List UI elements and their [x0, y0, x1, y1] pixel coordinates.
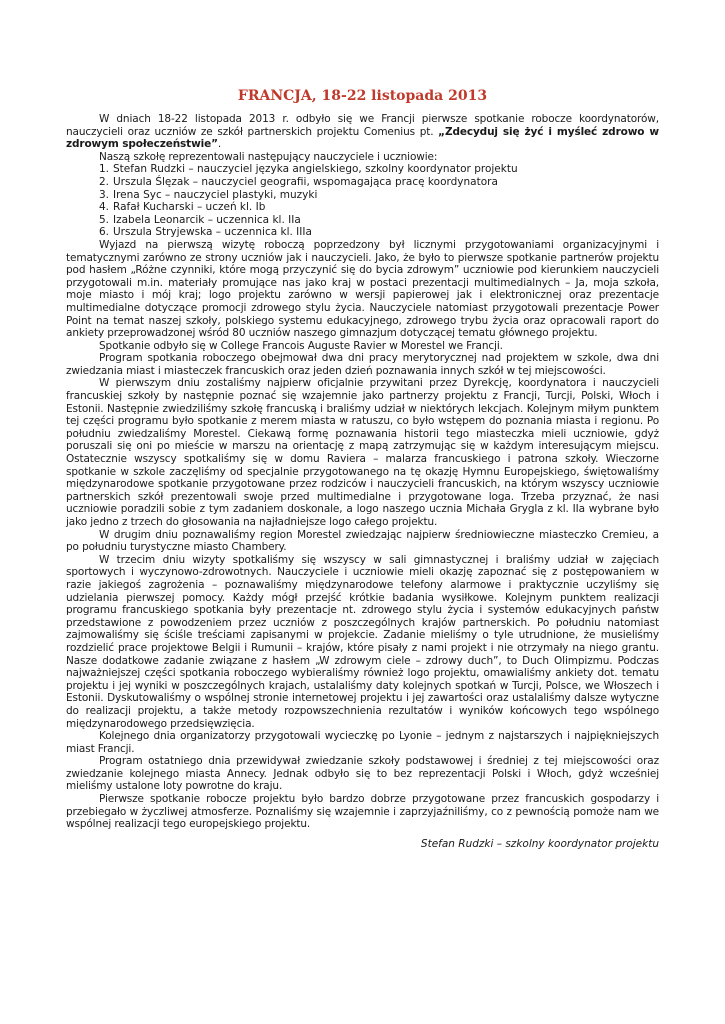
list-item-text: Stefan Rudzki – nauczyciel języka angielskiego, szkolny koordynator projektu: [113, 163, 518, 176]
list-item-number: 3.: [99, 188, 110, 201]
paragraph-day-two: W drugim dniu poznawaliśmy region Morestel zwiedzając najpierw średniowieczne miasteczko Cremieu, a po południu turystyczne miasto Chambery.: [66, 528, 659, 554]
list-item-text: Urszula Ślęzak – nauczyciel geografii, wspomagająca pracę koordynatora: [113, 175, 498, 188]
list-item-text: Izabela Leonarcik – uczennica kl. IIa: [113, 213, 301, 226]
list-item-number: 6.: [99, 226, 110, 239]
list-item-number: 5.: [99, 213, 110, 226]
document-page: [66, 88, 659, 851]
list-item-number: 2.: [99, 175, 110, 188]
project-title: „Zdecyduj się żyć i myśleć zdrowo w zdrowym społeczeństwie”: [66, 125, 659, 151]
list-item: [66, 163, 659, 176]
list-item: [66, 189, 659, 202]
intro-text-end: .: [217, 138, 222, 151]
paragraph-last-day: Program ostatniego dnia przewidywał zwiedzanie szkoły podstawowej i średniej z tej miejscowości oraz zwiedzanie kolejnego miasta Annecy. Jednak odbyło się to bez reprezentacji Polski i Włoch, gdyż wcześniej mieliśmy ustalone loty powrotne do kraju.: [66, 755, 659, 793]
paragraph-venue: Spotkanie odbyło się w College Francois Auguste Ravier w Morestel we Francji.: [99, 339, 503, 352]
list-item-number: 4.: [99, 201, 110, 214]
paragraph-preparations: Wyjazd na pierwszą wizytę roboczą poprzedzony był licznymi przygotowaniami organizacyjnymi i tematycznymi zarówno ze strony uczniów jak i nauczycieli. Jako, że było to pierwsze spotkanie partnerów projektu pod hasłem „Różne czynniki, które mogą przyczynić się do bycia zdrowym” uczniowie pod kierunkiem nauczycieli przygotowali m.in. materiały promujące nas jako kraj w postaci prezentacji multimedialnych – Ja, moja szkoła, moje miasto i mój kraj; logo projektu zarówno w wersji papierowej jak i elektronicznej oraz prezentacje multimedialne dotyczące promocji zdrowego stylu życia. Nauczyciele natomiast przygotowali prezentacje Power Point na temat naszej szkoły, polskiego systemu edukacyjnego, zdrowego trybu życia oraz opracowali raport do ankiety przeprowadzonej wśród 80 uczniów naszego gimnazjum dotyczącej tematu głównego projektu.: [66, 238, 659, 340]
intro-text: W dniach 18-22 listopada 2013 r. odbyło się we Francji pierwsze spotkanie robocze koordynatorów, nauczycieli oraz uczniów ze szkół partnerskich projektu Comenius pt.: [66, 113, 659, 138]
list-item-text: Rafał Kucharski – uczeń kl. Ib: [113, 201, 266, 214]
list-item: [66, 201, 659, 214]
representatives-list: [66, 163, 659, 239]
representatives-intro: Naszą szkołę reprezentowali następujący nauczyciele i uczniowie:: [99, 150, 438, 163]
paragraph-summary: Pierwsze spotkanie robocze projektu było bardzo dobrze przygotowane przez francuskich gospodarzy i przebiegało w życzliwej atmosferze. Poznaliśmy się wzajemnie i zaprzyjaźniliśmy, co z pewnością pomoże nam we wspólnej realizacji tego europejskiego projektu.: [66, 793, 659, 831]
page-title: FRANCJA, 18-22 listopada 2013: [237, 88, 488, 104]
intro-paragraph: [66, 113, 659, 151]
paragraph-day-three: W trzecim dniu wizyty spotkaliśmy się wszyscy w sali gimnastycznej i braliśmy udział w zajęciach sportowych i wyczynowo-zdrowotnych. Nauczyciele i uczniowie mieli okazję zapoznać się z postępowaniem w razie jakiegoś zagrożenia – poznawaliśmy międzynarodowe telefony alarmowe i praktycznie uczyliśmy się udzielania pierwszej pomocy. Każdy mógł przejść krótkie badania wysiłkowe. Kolejnym punktem realizacji programu francuskiego spotkania były prezentacje nt. zdrowego stylu życia i systemów edukacyjnych państw przedstawione z powodzeniem przez uczniów z poszczególnych krajów partnerskich. Po południu natomiast zajmowaliśmy się ściśle treściami zapisanymi w projekcie. Zadanie mieliśmy o tyle utrudnione, że musieliśmy rozdzielić prace projektowe Belgii i Rumunii – krajów, które pisały z nami projekt i nie otrzymały na niego grantu. Nasze dodatkowe zadanie związane z hasłem „W zdrowym ciele – zdrowy duch”, to Duch Olimpizmu. Podczas najważniejszej części spotkania roboczego wybieraliśmy również logo projektu, omawialiśmy ankiety dot. tematu projektu i jej wyniki w poszczególnych krajach, ustalaliśmy daty kolejnych spotkań w Turcji, Polsce, we Włoszech i Estonii. Dyskutowaliśmy o wspólnej stronie internetowej projektu i jej zawartości oraz ustalaliśmy dalsze wytyczne do realizacji projektu, a także metody rozpowszechnienia rezultatów i wyników końcowych tego wspólnego międzynarodowego przedsięwzięcia.: [66, 553, 659, 730]
list-item: [66, 214, 659, 227]
list-item-text: Urszula Stryjewska – uczennica kl. IIIa: [113, 226, 312, 239]
list-item: [66, 176, 659, 189]
paragraph-program: Program spotkania roboczego obejmował dwa dni pracy merytorycznej nad projektem w szkole, dwa dni zwiedzania miast i miasteczek francuskich oraz jeden dzień poznawania innych szkół w tej miejscowości.: [66, 352, 659, 377]
list-item-text: Irena Syc – nauczyciel plastyki, muzyki: [113, 188, 318, 201]
paragraph-day-four: Kolejnego dnia organizatorzy przygotowali wycieczkę po Lyonie – jednym z najstarszych i najpiękniejszych miast Francji.: [66, 730, 659, 755]
list-item-number: 1.: [99, 163, 110, 176]
paragraph-day-one: W pierwszym dniu zostaliśmy najpierw oficjalnie przywitani przez Dyrekcję, koordynatora i nauczycieli francuskiej szkoły by następnie poznać się wzajemnie jako partnerzy projektu z Francji, Turcji, Polski, Włoch i Estonii. Następnie zwiedziliśmy szkołę francuską i braliśmy udział w niektórych lekcjach. Kolejnym miłym punktem tej części programu było spotkanie z merem miasta w ratuszu, co było wstępem do poznania miasta i regionu. Po południu zwiedzaliśmy Morestel. Ciekawą formę poznawania historii tego miasteczka mieli uczniowie, gdyż poruszali się oni po mieście w marszu na orientację z mapą zatrzymując się w każdym interesującym miejscu. Ostatecznie wszyscy spotkaliśmy się w domu Raviera – malarza francuskiego i patrona szkoły. Wieczorne spotkanie w szkole zaczęliśmy od specjalnie przygotowanego na tę okazję Hymnu Europejskiego, świętowaliśmy międzynarodowe spotkanie przygotowane przez rodziców i nauczycieli francuskich, na którym wszyscy uczniowie partnerskich szkół prezentowali swoje przed multimedialne i przygotowane loga. Trzeba przyznać, że nasi uczniowie poradzili sobie z tym zadaniem doskonale, a logo naszego ucznia Michała Grygla z kl. IIa wybrane było jako jedno z trzech do głosowania na najładniejsze logo całego projektu.: [66, 377, 659, 528]
signature: Stefan Rudzki – szkolny koordynator projektu: [420, 837, 659, 850]
list-item: [66, 226, 659, 239]
